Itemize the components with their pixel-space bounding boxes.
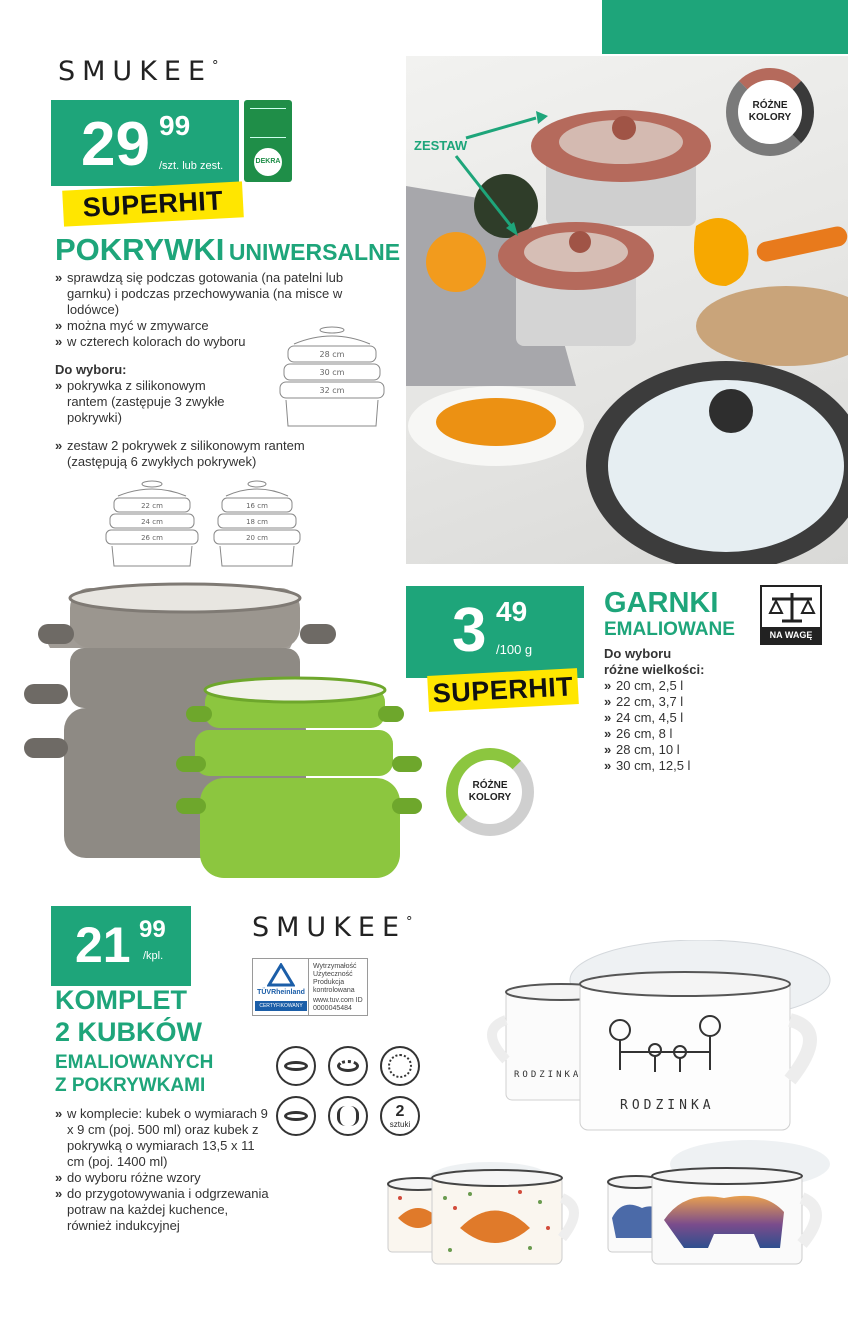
size-label: 30 cm — [319, 368, 345, 377]
size-label: 20 cm — [246, 534, 268, 542]
size-label: 16 cm — [246, 502, 268, 510]
price-box — [51, 100, 239, 186]
product-title-line2: 2 KUBKÓW — [55, 1017, 202, 1047]
price-whole: 21 — [75, 917, 131, 973]
weight-scale-badge — [760, 585, 822, 645]
colors-badge: RÓŻNE KOLORY — [446, 748, 534, 836]
price-box — [51, 906, 191, 986]
cert-text: Wytrzymałość Użyteczność Produkcja kontrolowana — [313, 963, 357, 994]
enamel-pots-photo — [0, 578, 440, 898]
price-cents: 49 — [496, 596, 528, 627]
price-box — [406, 586, 584, 678]
superhit-banner: SUPERHIT — [62, 181, 244, 226]
price-cents: 99 — [139, 916, 166, 943]
bear-mugs-illustration — [600, 1140, 848, 1268]
choice-list-1 — [55, 378, 225, 426]
product-title-line1: KOMPLET — [55, 985, 187, 1015]
scale-icon — [768, 591, 816, 623]
scale-label: NA WAGĘ — [762, 627, 820, 643]
tuv-name: TÜVRheinland — [257, 989, 305, 996]
fox-mugs-photo — [370, 1158, 590, 1268]
pieces-number: 2 — [395, 1102, 405, 1120]
choice-label: Do wyboru: — [55, 362, 127, 377]
choice-list-2 — [55, 438, 345, 470]
feature-list — [55, 1106, 270, 1234]
product-title: POKRYWKI UNIWERSALNE — [55, 232, 401, 267]
tuv-certificate — [252, 958, 368, 1016]
price-cents: 99 — [159, 110, 191, 141]
pieces-label: sztuki — [389, 1119, 411, 1129]
choice-item: » pokrywka z silikonowym rantem (zastępuje 3 zwykłe pokrywki) — [55, 378, 225, 426]
pot-diagram-2 — [102, 478, 202, 570]
pieces-badge — [380, 1096, 420, 1136]
tuv-subtitle: CERTYFIKOWANY — [255, 1001, 307, 1011]
mug-print-text-small: RODZINKA — [514, 1070, 582, 1080]
feature-item: » w czterech kolorach do wyboru — [55, 334, 265, 350]
price-unit: /szt. lub zest. — [159, 160, 224, 172]
size-list — [604, 678, 784, 774]
tuv-triangle-icon — [267, 963, 295, 987]
price-unit: /100 g — [496, 642, 533, 657]
size-item: » 28 cm, 10 l — [604, 742, 784, 758]
size-label: 32 cm — [319, 386, 345, 395]
price-whole: 3 — [452, 596, 487, 665]
choice-label: różne wielkości: — [604, 662, 705, 677]
rodzinka-mugs-photo — [470, 940, 848, 1140]
size-item: » 30 cm, 12,5 l — [604, 758, 784, 774]
cert-lines — [250, 108, 286, 138]
feature-item: » można myć w zmywarce — [55, 318, 265, 334]
colors-badge: RÓŻNE KOLORY — [726, 68, 814, 156]
product-title: GARNKI — [604, 587, 719, 619]
choice-label: Do wyboru — [604, 646, 672, 661]
tuv-logo — [253, 959, 309, 1015]
pot-diagram-1 — [272, 322, 392, 430]
choice-item: » zestaw 2 pokrywek z silikonowym rantem (zastępują 6 zwykłych pokrywek) — [55, 438, 345, 470]
product-title-line3: EMALIOWANYCH — [55, 1052, 214, 1073]
feature-item: » do przygotowywania i odgrzewania potraw na każdej kuchence, również indukcyjnej — [55, 1186, 270, 1234]
flame-hob-icon — [328, 1046, 368, 1086]
size-label: 28 cm — [319, 350, 345, 359]
bear-mugs-photo — [600, 1140, 848, 1268]
fox-mugs-illustration — [370, 1158, 590, 1268]
size-item: » 20 cm, 2,5 l — [604, 678, 784, 694]
pot-diagram-3 — [212, 478, 302, 570]
size-item: » 24 cm, 4,5 l — [604, 710, 784, 726]
size-item: » 22 cm, 3,7 l — [604, 694, 784, 710]
feature-item: » do wyboru różne wzory — [55, 1170, 270, 1186]
superhit-banner: SUPERHIT — [427, 668, 579, 712]
ceramic-hob-icon — [380, 1046, 420, 1086]
electric-hob-icon — [276, 1096, 316, 1136]
size-label: 18 cm — [246, 518, 268, 526]
size-label: 24 cm — [141, 518, 163, 526]
size-label: 22 cm — [141, 502, 163, 510]
price-unit: /kpl. — [143, 950, 164, 962]
size-item: » 26 cm, 8 l — [604, 726, 784, 742]
enamel-pots-illustration — [0, 578, 440, 898]
page-corner-tab — [602, 0, 848, 54]
feature-item: » w komplecie: kubek o wymiarach 9 x 9 cm (poj. 500 ml) oraz kubek z pokrywką o wymiarach 13,5 x 11 cm (poj. 1400 ml) — [55, 1106, 270, 1170]
size-label: 26 cm — [141, 534, 163, 542]
dekra-certificate — [244, 100, 292, 182]
mug-print-text: RODZINKA — [620, 1098, 715, 1113]
product-subtitle: EMALIOWANE — [604, 619, 735, 640]
gas-hob-icon — [276, 1046, 316, 1086]
photo-label-set: ZESTAW — [414, 138, 468, 153]
brand-logo: SMUKEE° — [58, 56, 219, 87]
price-whole: 29 — [81, 110, 150, 179]
dekra-seal-icon: DEKRA — [252, 146, 284, 178]
induction-hob-icon — [328, 1096, 368, 1136]
feature-item: » sprawdzą się podczas gotowania (na patelni lub garnku) i podczas przechowywania (na misce w lodówce) — [55, 270, 345, 318]
cert-url: www.tuv.com ID 0000045484 — [313, 997, 363, 1012]
product-title-line4: Z POKRYWKAMI — [55, 1075, 206, 1096]
brand-logo: SMUKEE° — [252, 912, 413, 943]
